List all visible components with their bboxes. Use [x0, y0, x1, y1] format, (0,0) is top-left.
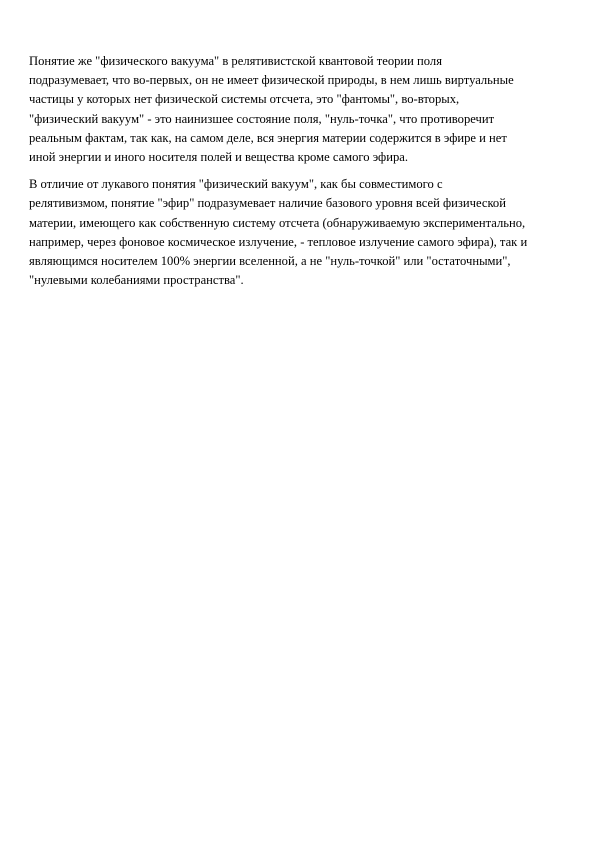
text-line: реальным фактам, так как, на самом деле, вся энергия материи содержится в эфире и нет	[29, 130, 507, 145]
text-line: материи, имеющего как собственную систему отсчета (обнаруживаемую экспериментально,	[29, 215, 526, 230]
text-line: Понятие же "физического вакуума" в релятивистской квантовой теории поля	[29, 54, 442, 68]
paragraph-physical-vacuum	[29, 52, 563, 167]
text-line: подразумевает, что во-первых, он не имеет физической природы, в нем лишь виртуальные	[29, 73, 514, 88]
text-line: иной энергии и иного носителя полей и вещества кроме самого эфира.	[29, 150, 408, 165]
text-line: релятивизмом, понятие "эфир" подразумевает наличие базового уровня всей физической	[29, 196, 506, 211]
text-line: частицы у которых нет физической системы отсчета, это "фантомы", во-вторых,	[29, 92, 460, 107]
text-line: "нулевыми колебаниями пространства".	[29, 273, 244, 288]
text-line: например, через фоновое космическое излучение, - тепловое излучение самого эфира), так и	[29, 234, 528, 249]
text-line: В отличие от лукавого понятия "физический вакуум", как бы совместимого с	[29, 177, 443, 192]
text-line: являющимся носителем 100% энергии вселенной, а не "нуль-точкой" или "остаточными",	[29, 254, 511, 269]
text-line: "физический вакуум" - это наинизшее состояние поля, "нуль-точка", что противоречит	[29, 111, 495, 126]
document-body	[29, 52, 563, 290]
paragraph-ether	[29, 175, 563, 290]
